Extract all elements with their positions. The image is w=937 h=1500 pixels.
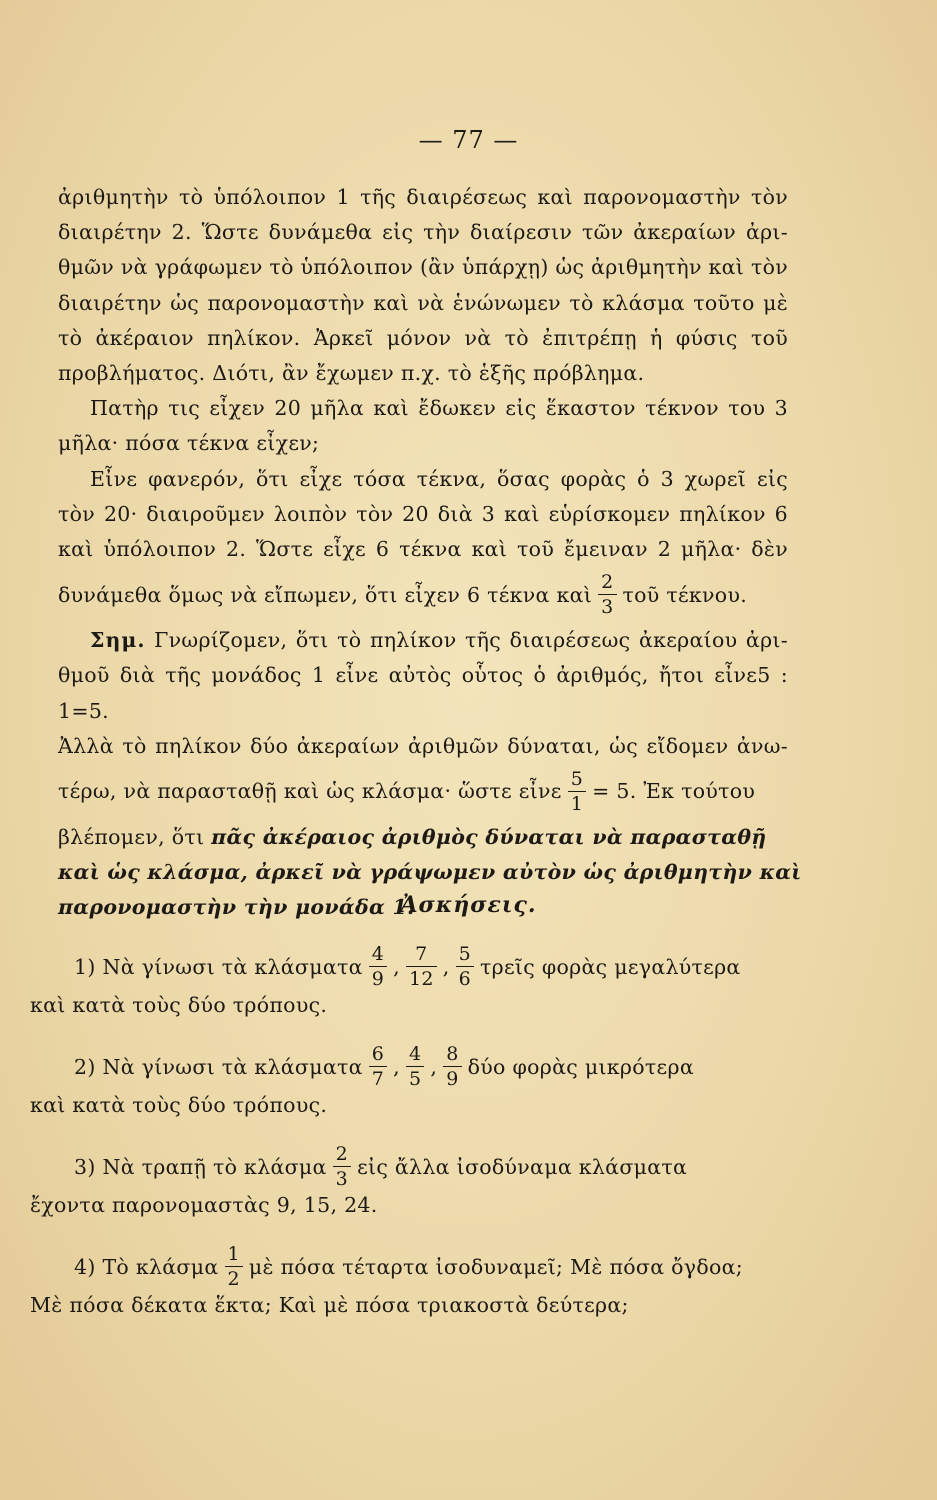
fraction xyxy=(333,1145,351,1189)
denominator: 6 xyxy=(456,966,474,989)
text-line: θμῶν νὰ γράφωμεν τὸ ὑπόλοιπον (ἂν ὑπάρχῃ) ὡς ἀριθμητὴν καὶ τὸν xyxy=(58,255,788,280)
text-segment: Γνωρίζομεν, ὅτι τὸ πηλίκον τῆς διαιρέσεως ἀκεραίου ἀρι- xyxy=(154,628,788,653)
numerator: 5 xyxy=(570,768,584,791)
note-label: Σημ. xyxy=(90,628,146,653)
exercise-text: μὲ πόσα τέταρτα ἰσοδυναμεῖ; Μὲ πόσα ὄγδοα; xyxy=(248,1255,743,1279)
text-line: Ἀλλὰ τὸ πηλίκον δύο ἀκεραίων ἀριθμῶν δύναται, ὡς εἴδομεν ἀνω- xyxy=(58,733,788,758)
text-line: Πατὴρ τις εἶχεν 20 μῆλα καὶ ἔδωκεν εἰς ἕκαστον τέκνον του 3 xyxy=(90,396,788,421)
emphasized-text: καὶ ὡς κλάσμα, ἀρκεῖ νὰ γράψωμεν αὐτὸν ὡς ἀριθμητὴν καὶ xyxy=(58,860,802,885)
text-segment: τέρω, νὰ παρασταθῇ καὶ ὡς κλάσμα· ὥστε εἶνε xyxy=(58,779,562,804)
text-segment: = 5. Ἐκ τούτου xyxy=(592,779,756,804)
text-line: ἀριθμητὴν τὸ ὑπόλοιπον 1 τῆς διαιρέσεως καὶ παρονομαστὴν τὸν xyxy=(58,185,788,209)
text-line-with-fraction xyxy=(58,764,788,820)
exercise-text: 1) Νὰ γίνωσι τὰ κλάσματα xyxy=(74,955,363,979)
numerator: 1 xyxy=(227,1243,240,1265)
exercise-text: 3) Νὰ τραπῇ τὸ κλάσμα xyxy=(74,1155,327,1179)
text-line xyxy=(58,820,788,855)
exercise-2 xyxy=(30,1045,790,1117)
text-line: τὸν 20· διαιροῦμεν λοιπὸν τὸν 20 διὰ 3 καὶ εὑρίσκομεν πηλίκον 6 xyxy=(58,501,788,526)
text-line: διαιρέτην ὡς παρονομαστὴν καὶ νὰ ἑνώνωμεν τὸ κλάσμα τοῦτο μὲ xyxy=(58,290,788,315)
numerator: 4 xyxy=(371,943,385,965)
text-line xyxy=(58,623,788,658)
text-segment: τοῦ τέκνου. xyxy=(622,582,748,607)
exercise-continuation: καὶ κατὰ τοὺς δύο τρόπους. xyxy=(30,1093,328,1117)
exercise-text: 4) Τὸ κλάσμα xyxy=(74,1255,219,1279)
exercise-continuation: Μὲ πόσα δέκατα ἕκτα; Καὶ μὲ πόσα τριακοστὰ δεύτερα; xyxy=(30,1293,629,1317)
numerator: 7 xyxy=(415,943,428,965)
denominator: 9 xyxy=(369,966,387,989)
text-segment: δυνάμεθα ὅμως νὰ εἴπωμεν, ὅτι εἶχεν 6 τέκνα καὶ xyxy=(58,582,593,607)
exercise-line xyxy=(30,1145,790,1189)
fraction xyxy=(369,1045,387,1089)
text-segment: βλέπομεν, ὅτι xyxy=(58,825,205,850)
exercise-line xyxy=(30,1245,790,1289)
fraction xyxy=(443,1045,461,1089)
text-line: θμοῦ διὰ τῆς μονάδος 1 εἶνε αὐτὸς οὗτος ὁ ἀριθμός, ἤτοι εἶνε5 : 1=5. xyxy=(58,663,788,723)
exercise-text: δύο φορὰς μικρότερα xyxy=(467,1055,694,1079)
denominator: 7 xyxy=(369,1066,387,1089)
fraction xyxy=(568,770,586,814)
exercise-4 xyxy=(30,1245,790,1317)
denominator: 3 xyxy=(333,1166,351,1189)
text-line: καὶ ὑπόλοιπον 2. Ὥστε εἶχε 6 τέκνα καὶ τοῦ ἔμειναν 2 μῆλα· δὲν xyxy=(58,537,788,562)
exercise-text: 2) Νὰ γίνωσι τὰ κλάσματα xyxy=(74,1055,363,1079)
denominator: 1 xyxy=(568,791,586,814)
numerator: 2 xyxy=(601,571,614,594)
text-line: μῆλα· πόσα τέκνα εἶχεν; xyxy=(58,431,320,456)
body-text xyxy=(58,180,802,926)
numerator: 6 xyxy=(371,1043,385,1065)
fraction xyxy=(369,945,387,989)
text-line: Εἶνε φανερόν, ὅτι εἶχε τόσα τέκνα, ὅσας φορὰς ὁ 3 χωρεῖ εἰς xyxy=(90,466,788,491)
fraction xyxy=(406,945,437,989)
exercise-line: 2) Νὰ γίνωσι τὰ κλάσματα $\frac{6}{7}$ , $\frac{4}{5}$ , $\frac{8}{9}$ δύο φορὰς μικρότερα xyxy=(30,1045,790,1089)
fraction xyxy=(225,1245,243,1289)
denominator: 9 xyxy=(443,1066,461,1089)
exercise-continuation: καὶ κατὰ τοὺς δύο τρόπους. xyxy=(30,993,328,1017)
text-line: τὸ ἀκέραιον πηλίκον. Ἀρκεῖ μόνον νὰ τὸ ἐπιτρέπῃ ἡ φύσις τοῦ xyxy=(58,325,788,350)
denominator: 5 xyxy=(406,1066,424,1089)
section-heading: Ἀσκήσεις. xyxy=(400,892,537,918)
exercise-continuation: ἔχοντα παρονομαστὰς 9, 15, 24. xyxy=(30,1193,378,1217)
fraction xyxy=(598,573,616,617)
denominator: 3 xyxy=(598,594,616,617)
exercise-1 xyxy=(30,945,790,1017)
text-line-with-fraction xyxy=(58,567,788,623)
exercise-line: 1) Νὰ γίνωσι τὰ κλάσματα $\frac{4}{9}$ , $\frac{7}{12}$ , $\frac{5}{6}$ τρεῖς φορὰς μεγαλύτερα xyxy=(30,945,790,989)
exercise-text: τρεῖς φορὰς μεγαλύτερα xyxy=(479,955,741,979)
denominator: 2 xyxy=(225,1266,243,1289)
numerator: 8 xyxy=(446,1043,459,1065)
numerator: 5 xyxy=(458,943,471,965)
emphasized-text: παρονομαστὴν τὴν μονάδα 1. xyxy=(58,895,415,920)
exercise-3 xyxy=(30,1145,790,1217)
numerator: 4 xyxy=(408,1043,422,1065)
exercise-text: εἰς ἄλλα ἰσοδύναμα κλάσματα xyxy=(357,1155,688,1179)
fraction xyxy=(456,945,474,989)
text-line: διαιρέτην 2. Ὥστε δυνάμεθα εἰς τὴν διαίρεσιν τῶν ἀκεραίων ἀρι- xyxy=(58,220,788,245)
numerator: 2 xyxy=(335,1143,349,1165)
denominator: 12 xyxy=(406,966,437,989)
fraction xyxy=(406,1045,424,1089)
emphasized-text: πᾶς ἀκέραιος ἀριθμὸς δύναται νὰ παρασταθῇ xyxy=(211,825,767,850)
page-number: — 77 — xyxy=(418,126,519,154)
text-line: προβλήματος. Διότι, ἂν ἔχωμεν π.χ. τὸ ἑξῆς πρόβλημα. xyxy=(58,361,645,386)
